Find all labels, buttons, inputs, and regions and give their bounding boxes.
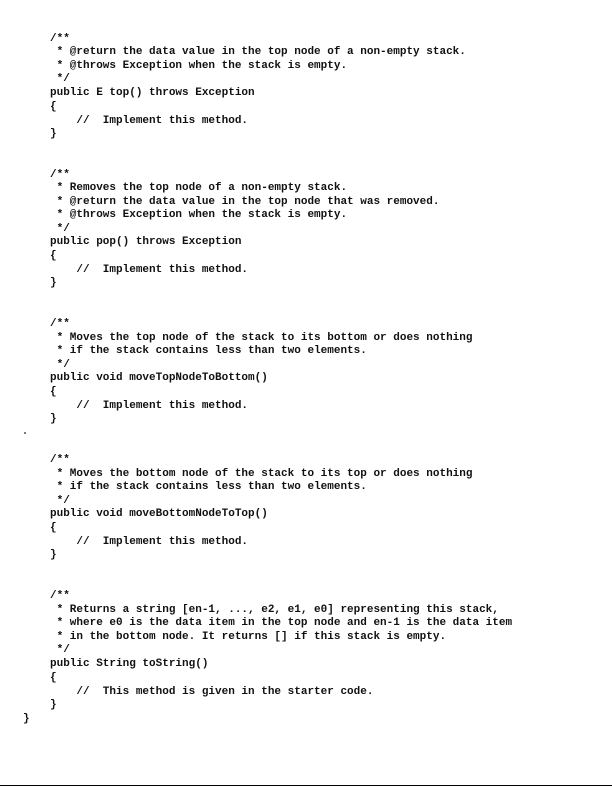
code-line: public E top() throws Exception xyxy=(50,87,255,99)
code-line: * @throws Exception when the stack is empty. xyxy=(50,209,348,221)
code-line: * @return the data value in the top node of a non-empty stack. xyxy=(50,46,466,58)
code-line: * if the stack contains less than two elements. xyxy=(50,481,367,493)
code-line: * Moves the bottom node of the stack to its top or does nothing xyxy=(50,468,473,480)
code-line: /** xyxy=(50,169,70,181)
code-line: * Returns a string [en-1, ..., e2, e1, e0] representing this stack, xyxy=(50,604,499,616)
code-line: } xyxy=(50,128,57,140)
class-closing-brace: } xyxy=(23,713,30,725)
stray-dot xyxy=(24,432,26,434)
code-line: { xyxy=(50,101,57,113)
code-line: * Moves the top node of the stack to its bottom or does nothing xyxy=(50,332,473,344)
code-line: public pop() throws Exception xyxy=(50,236,242,248)
code-line: public String toString() xyxy=(50,658,209,670)
code-line: // Implement this method. xyxy=(50,264,249,276)
code-line: { xyxy=(50,672,57,684)
code-line: */ xyxy=(50,73,70,85)
code-line: /** xyxy=(50,33,70,45)
code-line: * Removes the top node of a non-empty stack. xyxy=(50,182,348,194)
code-line: /** xyxy=(50,318,70,330)
code-line: * where e0 is the data item in the top node and en-1 is the data item xyxy=(50,617,513,629)
code-line: // Implement this method. xyxy=(50,400,249,412)
code-line: { xyxy=(50,250,57,262)
code-line: /** xyxy=(50,454,70,466)
code-line: */ xyxy=(50,644,70,656)
code-line: * in the bottom node. It returns [] if this stack is empty. xyxy=(50,631,447,643)
code-line: * if the stack contains less than two elements. xyxy=(50,345,367,357)
code-line: /** xyxy=(50,590,70,602)
code-line: } xyxy=(50,277,57,289)
code-line: } xyxy=(50,699,57,711)
code-line: { xyxy=(50,386,57,398)
page-bottom-rule xyxy=(0,785,612,786)
code-line: */ xyxy=(50,223,70,235)
code-line: } xyxy=(50,549,57,561)
code-line: // Implement this method. xyxy=(50,536,249,548)
code-line: } xyxy=(50,413,57,425)
code-line: * @return the data value in the top node that was removed. xyxy=(50,196,440,208)
code-line: */ xyxy=(50,495,70,507)
code-line: public void moveBottomNodeToTop() xyxy=(50,508,268,520)
code-line: public void moveTopNodeToBottom() xyxy=(50,372,268,384)
code-line: // Implement this method. xyxy=(50,115,249,127)
code-line: { xyxy=(50,522,57,534)
code-line: */ xyxy=(50,359,70,371)
code-line: * @throws Exception when the stack is empty. xyxy=(50,60,348,72)
code-line: // This method is given in the starter code. xyxy=(50,686,374,698)
